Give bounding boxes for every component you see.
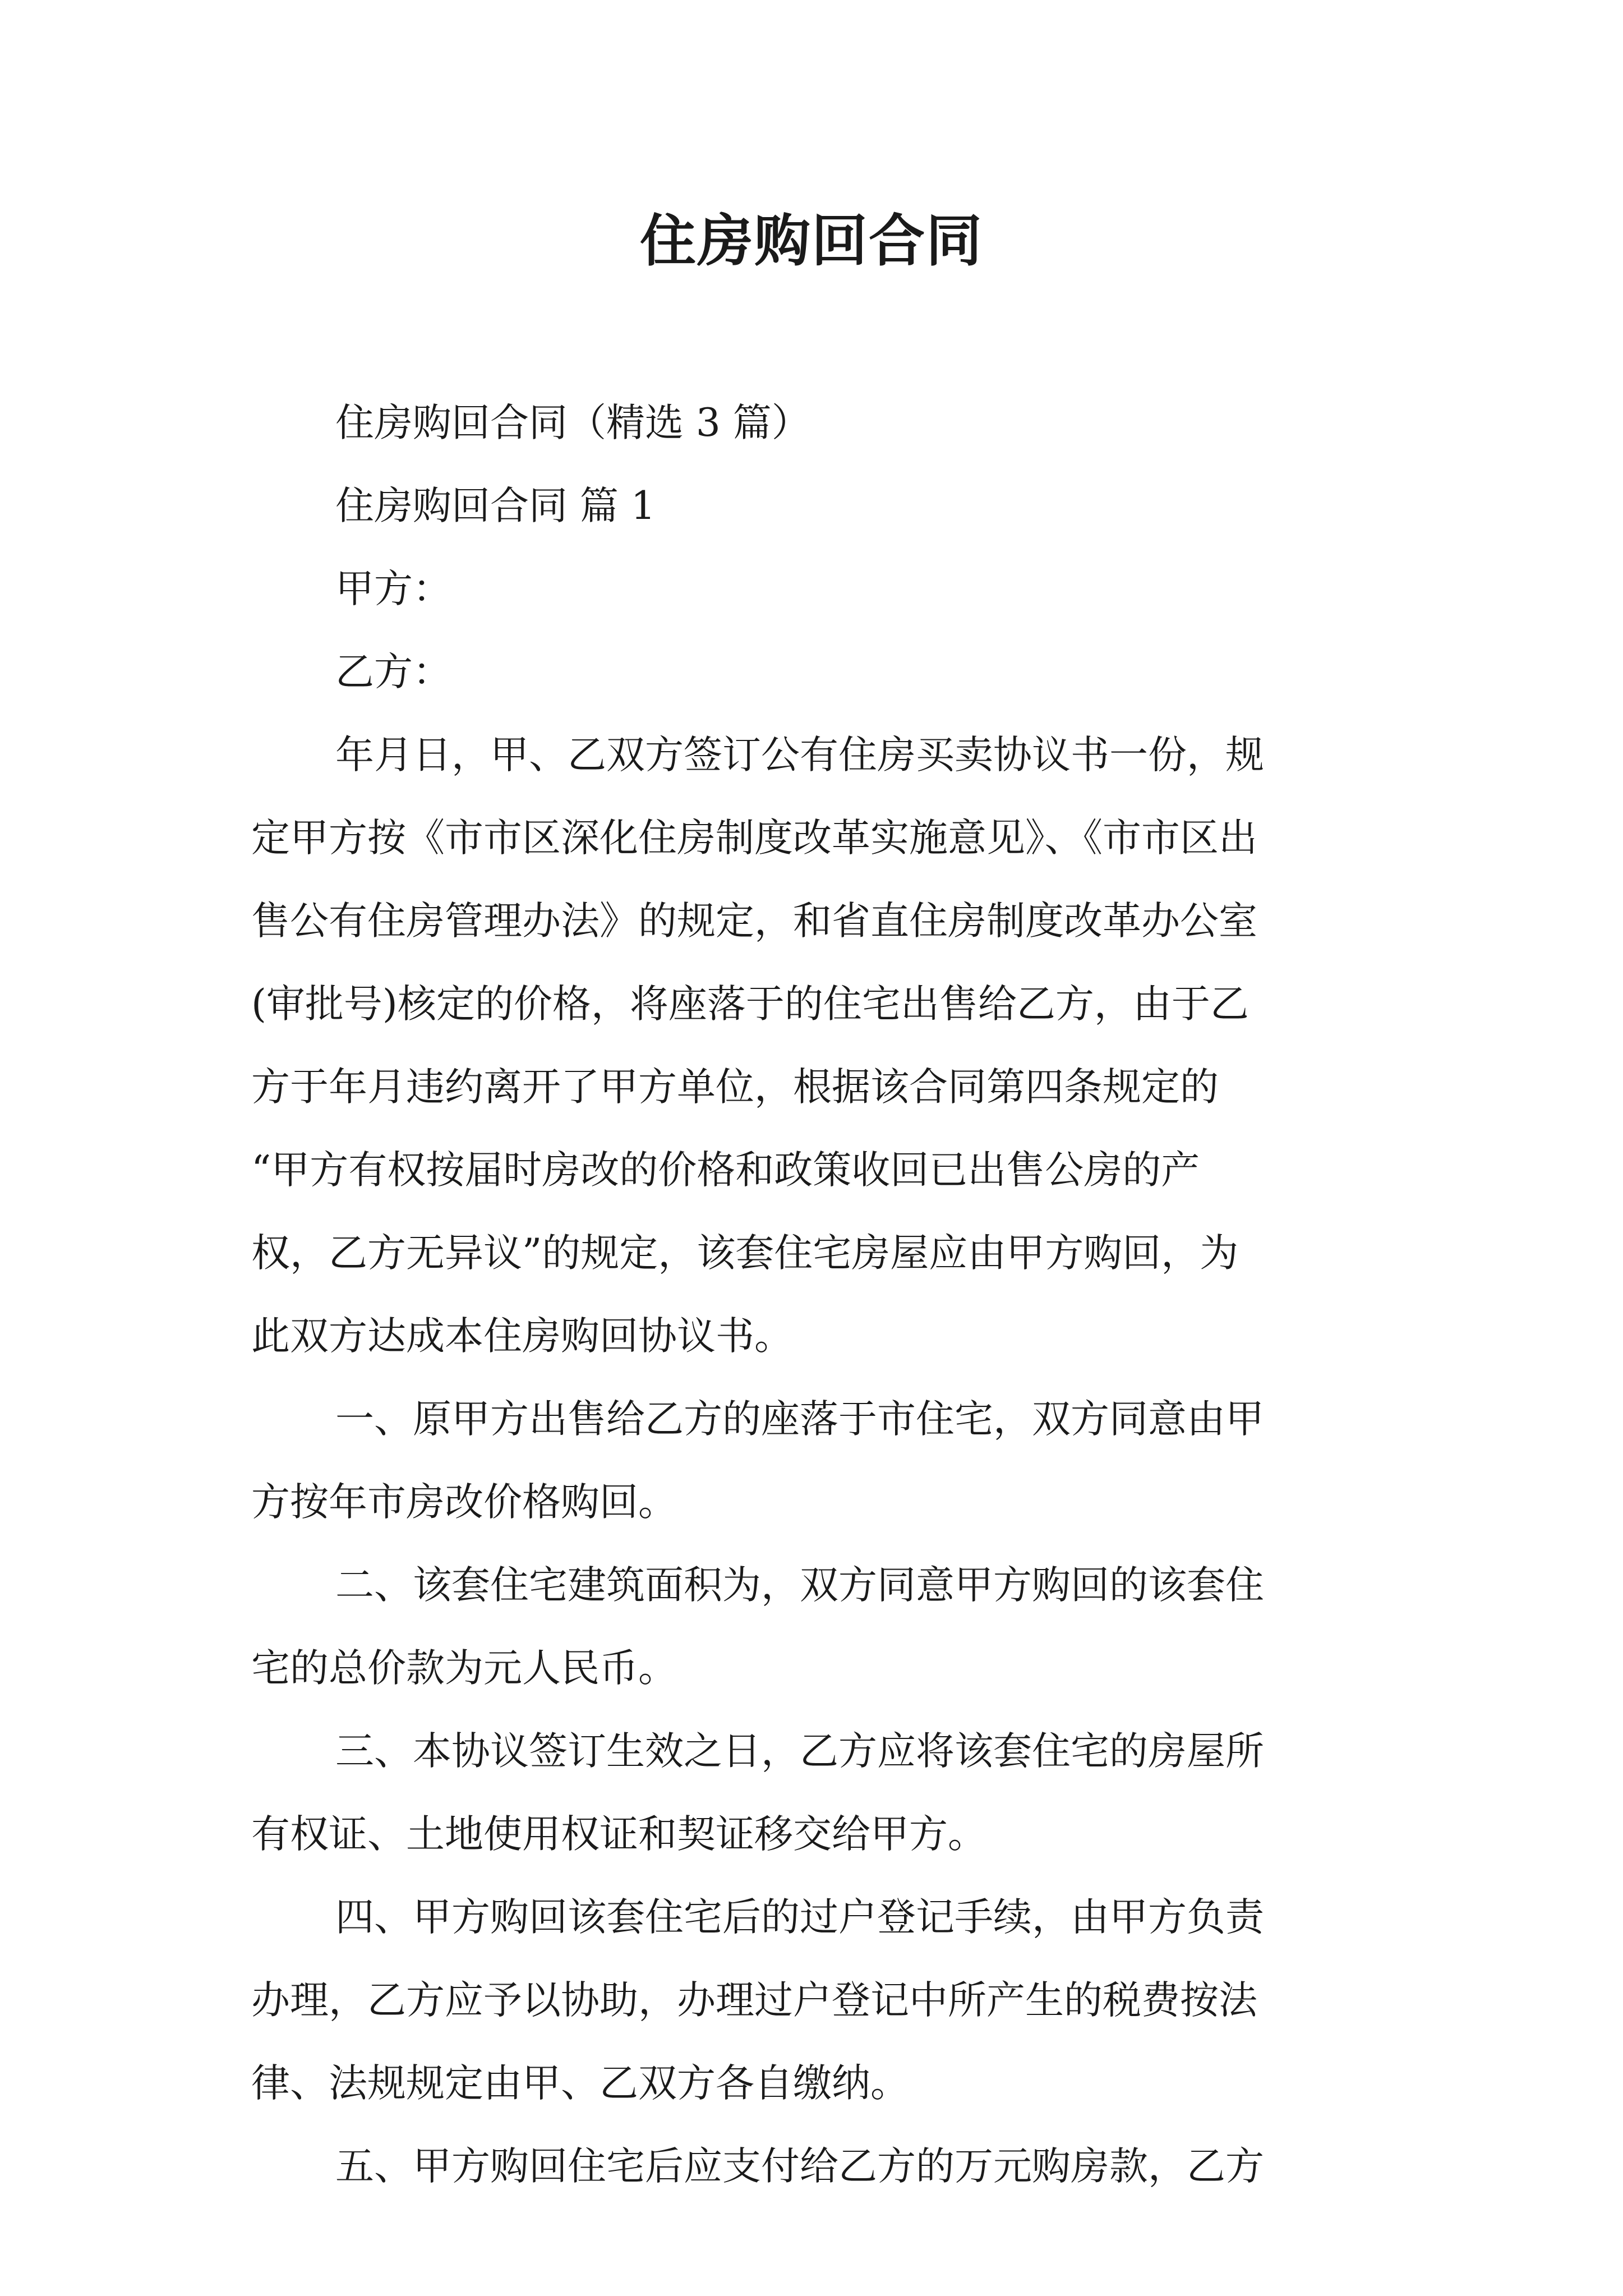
party-b-label: 乙方： (335, 650, 451, 694)
paragraph-line: 此双方达成本住房购回协议书。 (251, 1314, 793, 1359)
party-a-label: 甲方： (335, 567, 451, 611)
paragraph-line: (审批号)核定的价格，将座落于的住宅出售给乙方，由于乙 (251, 982, 1249, 1027)
paragraph-line: 售公有住房管理办法》的规定，和省直住房制度改革办公室 (251, 899, 1257, 944)
paragraph-line: 权，乙方无异议”的规定，该套住宅房屋应由甲方购回，为 (251, 1231, 1239, 1276)
clause-2-paragraph (251, 1544, 1378, 1710)
paragraph-line: 定甲方按《市市区深化住房制度改革实施意见》、《市市区出 (251, 816, 1257, 861)
paragraph-line: 四、甲方购回该套住宅后的过户登记手续，由甲方负责 (335, 1895, 1264, 1940)
document-body (251, 381, 1378, 2208)
paragraph-line: 五、甲方购回住宅后应支付给乙方的万元购房款，乙方 (335, 2144, 1264, 2189)
paragraph-line: 二、该套住宅建筑面积为，双方同意甲方购回的该套住 (335, 1563, 1264, 1608)
paragraph-line: “甲方有权按届时房改的价格和政策收回已出售公房的产 (251, 1148, 1200, 1193)
paragraph-line: 年月日，甲、乙双方签订公有住房买卖协议书一份，规 (335, 733, 1264, 777)
paragraph-line: 办理，乙方应予以协助，办理过户登记中所产生的税费按法 (251, 1978, 1257, 2023)
clause-3-paragraph (251, 1710, 1378, 1876)
clause-4-paragraph (251, 1876, 1378, 2125)
preamble-paragraph (251, 714, 1378, 1378)
paragraph-line: 一、原甲方出售给乙方的座落于市住宅，双方同意由甲 (335, 1397, 1264, 1442)
subtitle: 住房购回合同（精选 3 篇） (335, 401, 810, 445)
paragraph-line: 方于年月违约离开了甲方单位，根据该合同第四条规定的 (251, 1065, 1219, 1110)
paragraph-line: 律、法规规定由甲、乙双方各自缴纳。 (251, 2061, 909, 2106)
paragraph-line: 方按年市房改价格购回。 (251, 1480, 677, 1525)
paragraph-line: 三、本协议签订生效之日，乙方应将该套住宅的房屋所 (335, 1729, 1264, 1774)
section-heading: 住房购回合同 篇 1 (335, 484, 656, 528)
clause-1-paragraph (251, 1378, 1378, 1544)
paragraph-line: 宅的总价款为元人民币。 (251, 1646, 677, 1691)
document-title: 住房购回合同 (640, 208, 983, 274)
paragraph-line: 有权证、土地使用权证和契证移交给甲方。 (251, 1812, 986, 1857)
clause-5-paragraph (251, 2125, 1378, 2208)
